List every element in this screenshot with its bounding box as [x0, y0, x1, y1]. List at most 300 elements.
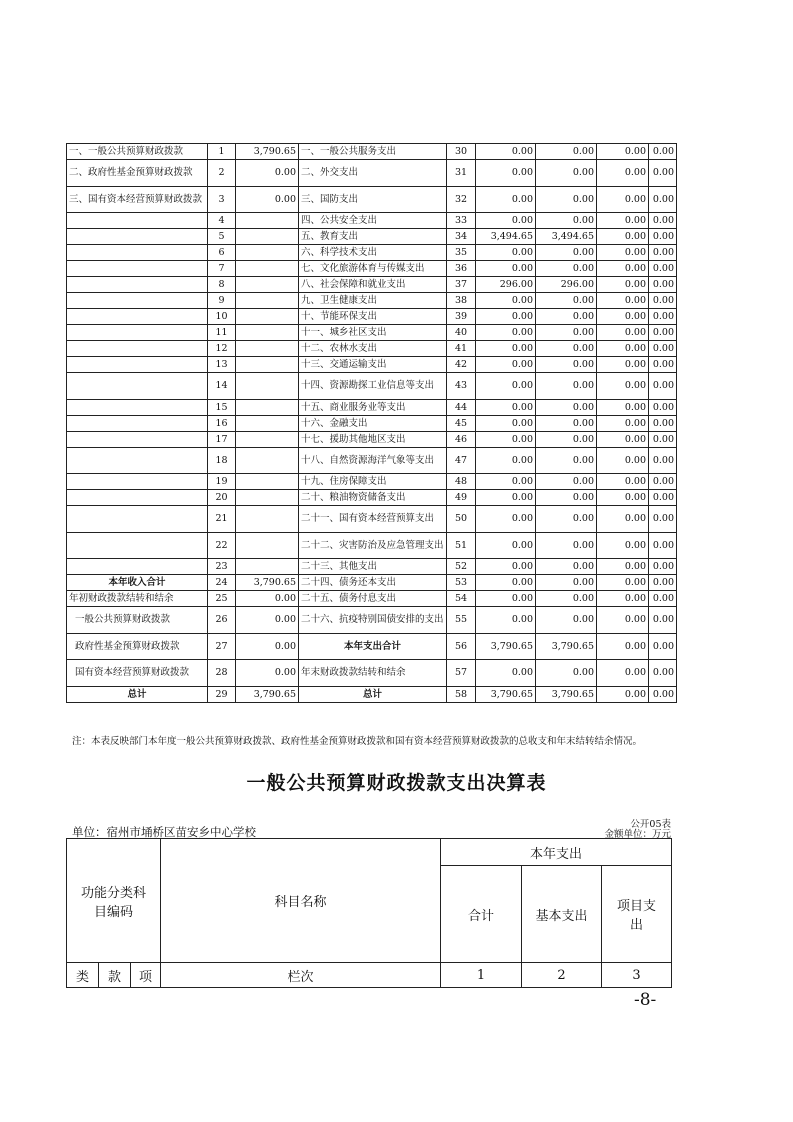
expense-other: 0.00: [649, 309, 677, 325]
expense-basic: 0.00: [536, 186, 597, 213]
expense-line-no: 30: [447, 144, 476, 160]
expense-item: 十九、住房保障支出: [299, 474, 447, 490]
expense-total: 0.00: [476, 144, 536, 160]
table-row: [67, 229, 677, 245]
income-line-no: 5: [208, 229, 236, 245]
income-amount: [236, 245, 299, 261]
expense-item: 十、节能环保支出: [299, 309, 447, 325]
expense-project: 0.00: [597, 325, 649, 341]
expense-line-no: 34: [447, 229, 476, 245]
expense-item: 二十五、债务付息支出: [299, 591, 447, 607]
table-row: [67, 591, 677, 607]
expense-line-no: 50: [447, 506, 476, 533]
expense-line-no: 57: [447, 660, 476, 687]
income-amount: 0.00: [236, 160, 299, 187]
income-amount: [236, 415, 299, 431]
expense-project: 0.00: [597, 633, 649, 660]
expense-total: 0.00: [476, 325, 536, 341]
expense-item: 二十一、国有资本经营预算支出: [299, 506, 447, 533]
expense-total: 0.00: [476, 607, 536, 634]
expense-line-no: 40: [447, 325, 476, 341]
table-row: [67, 532, 677, 559]
page-title: 一般公共预算财政拨款支出决算表: [246, 772, 547, 794]
table-row: [67, 415, 677, 431]
expense-item: 十二、农林水支出: [299, 341, 447, 357]
income-line-no: 12: [208, 341, 236, 357]
expense-basic: 0.00: [536, 293, 597, 309]
expense-line-no: 33: [447, 213, 476, 229]
expense-line-no: 41: [447, 341, 476, 357]
income-item: [67, 373, 208, 400]
expense-project: 0.00: [597, 431, 649, 447]
expense-other: 0.00: [649, 474, 677, 490]
income-amount: [236, 532, 299, 559]
header-lei: 类: [67, 963, 99, 988]
expense-line-no: 58: [447, 686, 476, 702]
expense-basic: 3,790.65: [536, 633, 597, 660]
expense-project: 0.00: [597, 575, 649, 591]
expense-item: 十四、资源勘探工业信息等支出: [299, 373, 447, 400]
table-row: [67, 431, 677, 447]
expense-line-no: 38: [447, 293, 476, 309]
col-number: 1: [441, 963, 522, 988]
expense-project: 0.00: [597, 506, 649, 533]
expense-line-no: 36: [447, 261, 476, 277]
income-item: 国有资本经营预算财政拨款: [67, 660, 208, 687]
expense-table-header: [66, 838, 672, 988]
expense-total: 3,790.65: [476, 686, 536, 702]
table-row: [67, 559, 677, 575]
income-amount: [236, 373, 299, 400]
expense-item: 二十四、债务还本支出: [299, 575, 447, 591]
expense-basic: 0.00: [536, 575, 597, 591]
table-row: [67, 607, 677, 634]
income-line-no: 11: [208, 325, 236, 341]
expense-basic: 0.00: [536, 399, 597, 415]
income-line-no: 10: [208, 309, 236, 325]
expense-total: 0.00: [476, 474, 536, 490]
expense-project: 0.00: [597, 686, 649, 702]
income-line-no: 13: [208, 357, 236, 373]
income-item: [67, 357, 208, 373]
expense-other: 0.00: [649, 660, 677, 687]
income-line-no: 15: [208, 399, 236, 415]
income-amount: [236, 277, 299, 293]
expense-other: 0.00: [649, 415, 677, 431]
expense-basic: 0.00: [536, 160, 597, 187]
expense-line-no: 56: [447, 633, 476, 660]
expense-basic: 0.00: [536, 415, 597, 431]
expense-item: 二十二、灾害防治及应急管理支出: [299, 532, 447, 559]
income-line-no: 14: [208, 373, 236, 400]
expense-basic: 0.00: [536, 373, 597, 400]
expense-other: 0.00: [649, 633, 677, 660]
expense-total: 0.00: [476, 357, 536, 373]
income-item: [67, 229, 208, 245]
expense-item: 二、外交支出: [299, 160, 447, 187]
income-line-no: 7: [208, 261, 236, 277]
table-row: [67, 357, 677, 373]
income-line-no: 6: [208, 245, 236, 261]
expense-other: 0.00: [649, 186, 677, 213]
income-item: [67, 245, 208, 261]
income-line-no: 29: [208, 686, 236, 702]
income-line-no: 22: [208, 532, 236, 559]
expense-item: 二十、粮油物资储备支出: [299, 490, 447, 506]
expense-total: 0.00: [476, 186, 536, 213]
income-amount: 0.00: [236, 186, 299, 213]
income-amount: 0.00: [236, 607, 299, 634]
expense-basic: 0.00: [536, 325, 597, 341]
income-item: 总计: [67, 686, 208, 702]
income-item: [67, 309, 208, 325]
income-amount: [236, 490, 299, 506]
income-amount: [236, 431, 299, 447]
expense-total: 0.00: [476, 490, 536, 506]
income-item: [67, 532, 208, 559]
expense-total: 0.00: [476, 213, 536, 229]
income-item: [67, 490, 208, 506]
expense-item: 二十六、抗疫特别国债安排的支出: [299, 607, 447, 634]
table-row: [67, 660, 677, 687]
income-item: [67, 506, 208, 533]
expense-item: 六、科学技术支出: [299, 245, 447, 261]
income-line-no: 4: [208, 213, 236, 229]
expense-item: 十三、交通运输支出: [299, 357, 447, 373]
expense-total: 0.00: [476, 506, 536, 533]
expense-other: 0.00: [649, 431, 677, 447]
table-row: [67, 399, 677, 415]
expense-item: 十七、援助其他地区支出: [299, 431, 447, 447]
expense-item: 十一、城乡社区支出: [299, 325, 447, 341]
expense-line-no: 42: [447, 357, 476, 373]
income-amount: [236, 229, 299, 245]
expense-other: 0.00: [649, 341, 677, 357]
expense-basic: 0.00: [536, 591, 597, 607]
expense-total: 3,494.65: [476, 229, 536, 245]
income-item: 政府性基金预算财政拨款: [67, 633, 208, 660]
expense-item: 三、国防支出: [299, 186, 447, 213]
expense-total: 0.00: [476, 447, 536, 474]
expense-item: 总计: [299, 686, 447, 702]
income-amount: [236, 447, 299, 474]
expense-total: 0.00: [476, 660, 536, 687]
table-row: [67, 325, 677, 341]
table-row: [67, 309, 677, 325]
expense-total: 0.00: [476, 532, 536, 559]
income-item: [67, 431, 208, 447]
income-amount: [236, 309, 299, 325]
income-line-no: 28: [208, 660, 236, 687]
income-item: 三、国有资本经营预算财政拨款: [67, 186, 208, 213]
expense-project: 0.00: [597, 591, 649, 607]
expense-project: 0.00: [597, 341, 649, 357]
expense-basic: 0.00: [536, 341, 597, 357]
expense-basic: 0.00: [536, 431, 597, 447]
expense-line-no: 53: [447, 575, 476, 591]
expense-basic: 0.00: [536, 309, 597, 325]
table-row: [67, 575, 677, 591]
income-line-no: 24: [208, 575, 236, 591]
expense-other: 0.00: [649, 261, 677, 277]
income-amount: [236, 474, 299, 490]
income-amount: [236, 506, 299, 533]
expense-basic: 0.00: [536, 357, 597, 373]
expense-basic: 3,494.65: [536, 229, 597, 245]
income-line-no: 27: [208, 633, 236, 660]
income-amount: [236, 325, 299, 341]
expense-other: 0.00: [649, 160, 677, 187]
expense-other: 0.00: [649, 293, 677, 309]
expense-basic: 0.00: [536, 261, 597, 277]
table-row: [67, 686, 677, 702]
income-amount: [236, 213, 299, 229]
expense-line-no: 44: [447, 399, 476, 415]
header-kuan: 款: [99, 963, 131, 988]
header-year: 本年支出: [441, 839, 672, 866]
expense-basic: 0.00: [536, 144, 597, 160]
expense-project: 0.00: [597, 447, 649, 474]
header-code: 功能分类科目编码: [67, 839, 161, 963]
expense-total: 0.00: [476, 575, 536, 591]
table-row: [67, 341, 677, 357]
expense-other: 0.00: [649, 490, 677, 506]
expense-item: 十八、自然资源海洋气象等支出: [299, 447, 447, 474]
income-item: [67, 559, 208, 575]
expense-project: 0.00: [597, 229, 649, 245]
expense-basic: 296.00: [536, 277, 597, 293]
table-row: [67, 293, 677, 309]
table-row: [67, 245, 677, 261]
header-name: 科目名称: [161, 839, 441, 963]
income-item: [67, 399, 208, 415]
income-item: [67, 261, 208, 277]
expense-line-no: 47: [447, 447, 476, 474]
income-line-no: 8: [208, 277, 236, 293]
expense-item: 十六、金融支出: [299, 415, 447, 431]
expense-other: 0.00: [649, 591, 677, 607]
expense-project: 0.00: [597, 261, 649, 277]
expense-basic: 0.00: [536, 213, 597, 229]
income-line-no: 2: [208, 160, 236, 187]
expense-item: 七、文化旅游体育与传媒支出: [299, 261, 447, 277]
income-line-no: 3: [208, 186, 236, 213]
money-unit-label: 金额单位：万元: [604, 829, 671, 840]
expense-total: 0.00: [476, 373, 536, 400]
expense-item: 年末财政拨款结转和结余: [299, 660, 447, 687]
header-xiang: 项: [131, 963, 161, 988]
income-amount: [236, 559, 299, 575]
expense-total: 0.00: [476, 293, 536, 309]
expense-total: 0.00: [476, 261, 536, 277]
expense-basic: 0.00: [536, 245, 597, 261]
expense-project: 0.00: [597, 293, 649, 309]
expense-item: 九、卫生健康支出: [299, 293, 447, 309]
expense-project: 0.00: [597, 186, 649, 213]
expense-project: 0.00: [597, 607, 649, 634]
expense-other: 0.00: [649, 559, 677, 575]
header-total: 合计: [441, 866, 522, 963]
expense-item: 一、一般公共服务支出: [299, 144, 447, 160]
expense-other: 0.00: [649, 357, 677, 373]
income-amount: 0.00: [236, 591, 299, 607]
income-line-no: 17: [208, 431, 236, 447]
income-line-no: 20: [208, 490, 236, 506]
expense-basic: 0.00: [536, 506, 597, 533]
expense-basic: 0.00: [536, 559, 597, 575]
income-line-no: 16: [208, 415, 236, 431]
income-amount: 3,790.65: [236, 575, 299, 591]
expense-project: 0.00: [597, 277, 649, 293]
expense-line-no: 46: [447, 431, 476, 447]
income-item: [67, 341, 208, 357]
expense-basic: 0.00: [536, 607, 597, 634]
expense-total: 0.00: [476, 415, 536, 431]
table-code: 公开05表: [630, 819, 671, 830]
header-project: 项目支出: [602, 866, 672, 963]
expense-total: 0.00: [476, 399, 536, 415]
income-line-no: 9: [208, 293, 236, 309]
table-row: [67, 373, 677, 400]
income-amount: [236, 341, 299, 357]
unit-label: 单位：宿州市埇桥区苗安乡中心学校: [72, 825, 256, 839]
expense-line-no: 54: [447, 591, 476, 607]
table-note: 注：本表反映部门本年度一般公共预算财政拨款、政府性基金预算财政拨款和国有资本经营预算财政拨款的总收支和年末结转结余情况。: [72, 736, 643, 747]
expense-project: 0.00: [597, 399, 649, 415]
income-item: [67, 415, 208, 431]
expense-basic: 0.00: [536, 490, 597, 506]
table-row: [67, 633, 677, 660]
expense-other: 0.00: [649, 245, 677, 261]
income-line-no: 26: [208, 607, 236, 634]
expense-other: 0.00: [649, 229, 677, 245]
expense-item: 本年支出合计: [299, 633, 447, 660]
income-item: 一、一般公共预算财政拨款: [67, 144, 208, 160]
table-row: [67, 506, 677, 533]
income-item: [67, 277, 208, 293]
income-line-no: 19: [208, 474, 236, 490]
income-item: 二、政府性基金预算财政拨款: [67, 160, 208, 187]
expense-project: 0.00: [597, 144, 649, 160]
page-number: -8-: [634, 990, 657, 1010]
income-line-no: 25: [208, 591, 236, 607]
income-amount: [236, 293, 299, 309]
expense-basic: 3,790.65: [536, 686, 597, 702]
income-item: [67, 293, 208, 309]
table-row: [67, 277, 677, 293]
expense-total: 0.00: [476, 309, 536, 325]
expense-line-no: 45: [447, 415, 476, 431]
expense-other: 0.00: [649, 607, 677, 634]
expense-total: 0.00: [476, 160, 536, 187]
expense-project: 0.00: [597, 373, 649, 400]
expense-line-no: 49: [447, 490, 476, 506]
income-expense-table: [66, 143, 677, 703]
expense-basic: 0.00: [536, 447, 597, 474]
expense-other: 0.00: [649, 447, 677, 474]
expense-project: 0.00: [597, 357, 649, 373]
expense-total: 0.00: [476, 559, 536, 575]
expense-line-no: 52: [447, 559, 476, 575]
expense-other: 0.00: [649, 532, 677, 559]
expense-item: 十五、商业服务业等支出: [299, 399, 447, 415]
expense-project: 0.00: [597, 415, 649, 431]
expense-other: 0.00: [649, 399, 677, 415]
expense-project: 0.00: [597, 160, 649, 187]
expense-basic: 0.00: [536, 532, 597, 559]
expense-project: 0.00: [597, 490, 649, 506]
income-item: 本年收入合计: [67, 575, 208, 591]
expense-project: 0.00: [597, 245, 649, 261]
expense-line-no: 51: [447, 532, 476, 559]
expense-line-no: 55: [447, 607, 476, 634]
col-number: 2: [522, 963, 602, 988]
expense-item: 八、社会保障和就业支出: [299, 277, 447, 293]
expense-line-no: 35: [447, 245, 476, 261]
expense-total: 0.00: [476, 591, 536, 607]
income-line-no: 18: [208, 447, 236, 474]
table-row: [67, 213, 677, 229]
expense-other: 0.00: [649, 506, 677, 533]
expense-item: 四、公共安全支出: [299, 213, 447, 229]
expense-project: 0.00: [597, 532, 649, 559]
expense-total: 0.00: [476, 341, 536, 357]
expense-other: 0.00: [649, 575, 677, 591]
income-amount: 3,790.65: [236, 686, 299, 702]
expense-line-no: 48: [447, 474, 476, 490]
table-row: [67, 447, 677, 474]
expense-project: 0.00: [597, 213, 649, 229]
expense-basic: 0.00: [536, 474, 597, 490]
expense-total: 0.00: [476, 431, 536, 447]
expense-other: 0.00: [649, 144, 677, 160]
expense-other: 0.00: [649, 213, 677, 229]
income-item: 年初财政拨款结转和结余: [67, 591, 208, 607]
expense-item: 五、教育支出: [299, 229, 447, 245]
income-item: [67, 325, 208, 341]
expense-other: 0.00: [649, 325, 677, 341]
expense-basic: 0.00: [536, 660, 597, 687]
expense-total: 3,790.65: [476, 633, 536, 660]
col-number: 3: [602, 963, 672, 988]
expense-project: 0.00: [597, 309, 649, 325]
income-amount: [236, 399, 299, 415]
table-row: [67, 160, 677, 187]
expense-line-no: 31: [447, 160, 476, 187]
header-col: 栏次: [161, 963, 441, 988]
income-line-no: 23: [208, 559, 236, 575]
table-row: [67, 261, 677, 277]
expense-item: 二十三、其他支出: [299, 559, 447, 575]
expense-line-no: 37: [447, 277, 476, 293]
income-line-no: 1: [208, 144, 236, 160]
income-amount: 0.00: [236, 660, 299, 687]
table-row: [67, 474, 677, 490]
header-basic: 基本支出: [522, 866, 602, 963]
expense-project: 0.00: [597, 660, 649, 687]
expense-line-no: 39: [447, 309, 476, 325]
income-amount: [236, 357, 299, 373]
income-item: 一般公共预算财政拨款: [67, 607, 208, 634]
expense-other: 0.00: [649, 373, 677, 400]
income-amount: 3,790.65: [236, 144, 299, 160]
expense-total: 296.00: [476, 277, 536, 293]
expense-other: 0.00: [649, 686, 677, 702]
income-amount: [236, 261, 299, 277]
income-amount: 0.00: [236, 633, 299, 660]
table-row: [67, 144, 677, 160]
income-item: [67, 447, 208, 474]
